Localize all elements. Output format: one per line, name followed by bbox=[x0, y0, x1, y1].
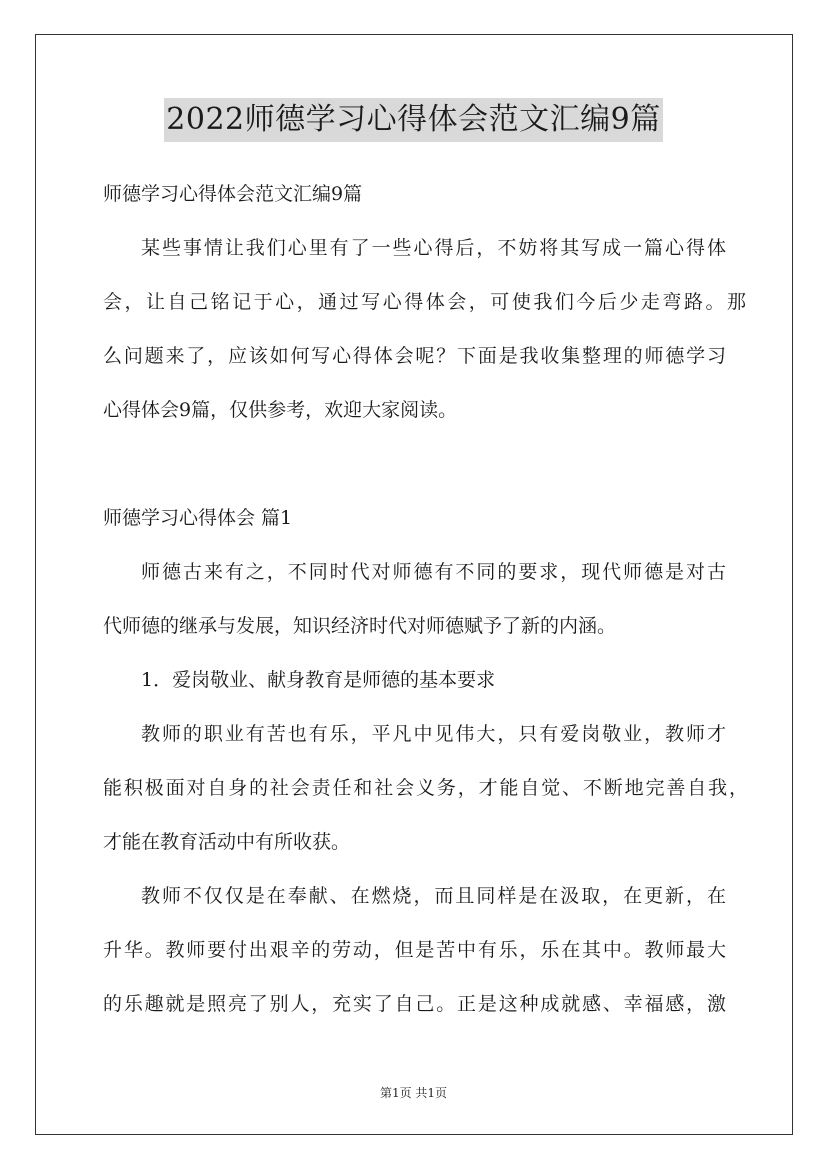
section-heading: 师德学习心得体会 篇1 bbox=[103, 507, 293, 529]
para1-line-1: 师德古来有之，不同时代对师德有不同的要求，现代师德是对古 bbox=[141, 561, 726, 583]
para1-line-2: 代师德的继承与发展，知识经济时代对师德赋予了新的内涵。 bbox=[103, 615, 617, 637]
page-number-footer: 第1页 共1页 bbox=[379, 1086, 448, 1100]
intro-line-2: 会，让自己铭记于心，通过写心得体会，可使我们今后少走弯路。那 bbox=[103, 291, 746, 313]
title-container bbox=[0, 98, 827, 142]
document-subtitle: 师德学习心得体会范文汇编9篇 bbox=[103, 183, 363, 205]
document-title: 2022师德学习心得体会范文汇编9篇 bbox=[164, 98, 662, 142]
para2-line-1: 教师的职业有苦也有乐，平凡中见伟大，只有爱岗敬业，教师才 bbox=[141, 723, 726, 745]
intro-line-3: 么问题来了，应该如何写心得体会呢？下面是我收集整理的师德学习 bbox=[103, 345, 726, 367]
para3-line-3: 的乐趣就是照亮了别人，充实了自己。正是这种成就感、幸福感，激 bbox=[103, 993, 726, 1015]
para2-line-2: 能积极面对自身的社会责任和社会义务，才能自觉、不断地完善自我， bbox=[103, 777, 748, 799]
para2-line-3: 才能在教育活动中有所收获。 bbox=[103, 831, 351, 853]
point-1: 1．爱岗敬业、献身教育是师德的基本要求 bbox=[141, 669, 496, 691]
intro-line-4: 心得体会9篇，仅供参考，欢迎大家阅读。 bbox=[103, 399, 458, 421]
intro-line-1: 某些事情让我们心里有了一些心得后，不妨将其写成一篇心得体 bbox=[141, 237, 726, 259]
para3-line-2: 升华。教师要付出艰辛的劳动，但是苦中有乐，乐在其中。教师最大 bbox=[103, 939, 726, 961]
para3-line-1: 教师不仅仅是在奉献、在燃烧，而且同样是在汲取，在更新，在 bbox=[141, 885, 726, 907]
